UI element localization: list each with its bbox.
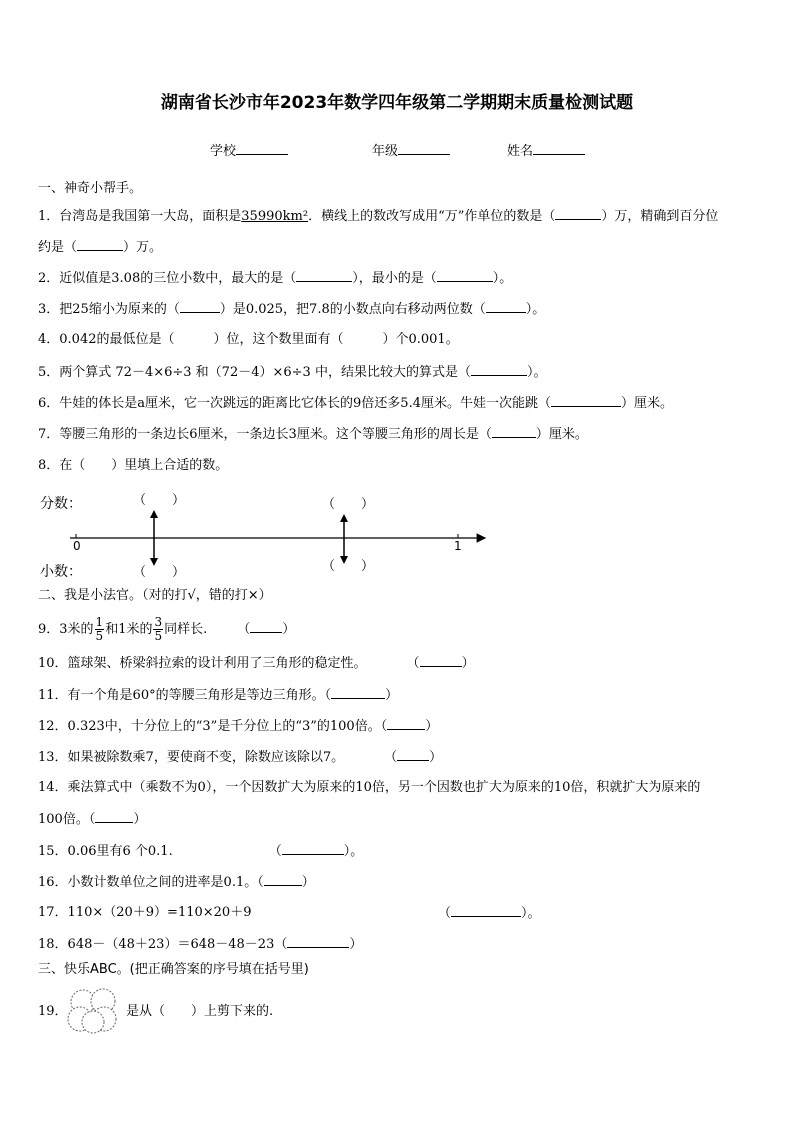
question-17-answer: （ ）。 [438, 906, 541, 921]
tick-label-zero: 0 [73, 539, 81, 553]
grade-blank[interactable] [398, 142, 450, 155]
answer-blank[interactable] [451, 904, 521, 917]
answer-blank[interactable] [471, 363, 527, 376]
underlined-number: 35990km² [241, 209, 309, 224]
question-1-cont: 约是（ ）万。 [38, 240, 163, 255]
answer-blank[interactable] [95, 810, 133, 823]
decimal-paren-1: （ ） [133, 565, 186, 580]
question-15: 15．0.06里有6 个0.1. （ ）。 [38, 844, 364, 859]
question-1: 1．台湾岛是我国第一大岛，面积是35990km²．横线上的数改写成用“万”作单位的数是（ ）万，精确到百分位 [38, 209, 719, 224]
fraction-paren-2: （ ） [322, 497, 375, 512]
section-3-heading: 三、快乐ABC。(把正确答案的序号填在括号里) [38, 962, 309, 977]
answer-blank[interactable] [437, 269, 493, 282]
decimal-paren-2: （ ） [322, 559, 375, 574]
answer-blank[interactable] [420, 654, 462, 667]
question-13: 13．如果被除数乘7，要使商不变，除数应该除以7。 （ ） [38, 750, 443, 765]
question-4: 4．0.042的最低位是（ ）位，这个数里面有（ ）个0.001。 [38, 332, 459, 347]
question-8: 8．在（ ）里填上合适的数。 [38, 458, 229, 473]
section-2-heading: 二、我是小法官。（对的打√，错的打×） [38, 588, 272, 603]
arrow-up-2 [340, 514, 348, 522]
question-6: 6．牛娃的体长是a厘米，它一次跳远的距离比它体长的9倍还多5.4厘米。牛娃一次能跳（ ）厘米。 [38, 396, 673, 411]
answer-blank[interactable] [287, 935, 349, 948]
arrow-up-1 [150, 510, 158, 518]
school-blank[interactable] [236, 142, 288, 155]
question-7: 7．等腰三角形的一条边长6厘米，一条边长3厘米。这个等腰三角形的周长是（ ）厘米。 [38, 427, 588, 442]
tick-label-one: 1 [454, 539, 462, 553]
page-title: 湖南省长沙市年2023年数学四年级第二学期期末质量检测试题 [160, 93, 634, 113]
question-12: 12．0.323中，十分位上的“3”是千分位上的“3”的100倍。（ ） [38, 719, 439, 734]
fraction-three-fifths: $\frac{3}{5}$ [154, 615, 163, 643]
question-5: 5．两个算式 72－4×6÷3 和（72－4）×6÷3 中，结果比较大的算式是（ ）。 [38, 365, 547, 380]
answer-blank[interactable] [492, 425, 536, 438]
question-17: 17．110×（20＋9）=110×20＋9 [38, 905, 252, 920]
question-19-text: 是从（ ）上剪下来的. [126, 1004, 274, 1019]
question-14-cont: 100倍。（ ） [38, 812, 147, 827]
question-9: 9．3米的 $\frac{1}{5}$ 和1米的 $\frac{3}{5}$ 同样长. （ ） [38, 615, 296, 643]
answer-blank[interactable] [331, 686, 385, 699]
answer-blank[interactable] [486, 300, 526, 313]
question-16: 16．小数计数单位之间的进率是0.1。（ ） [38, 875, 315, 890]
answer-blank[interactable] [387, 717, 425, 730]
clover-shape-image [66, 984, 122, 1038]
fraction-one-fifth: $\frac{1}{5}$ [95, 615, 104, 643]
question-2: 2．近似值是3.08的三位小数中，最大的是（ ），最小的是（ ）。 [38, 271, 513, 286]
name-blank[interactable] [533, 142, 585, 155]
question-19-number: 19． [38, 1004, 68, 1019]
question-10: 10．篮球架、桥梁斜拉索的设计利用了三角形的稳定性。 （ ） [38, 656, 475, 671]
name-field: 姓名 [507, 140, 585, 159]
answer-blank[interactable] [551, 394, 621, 407]
school-field: 学校 [210, 140, 288, 159]
number-line-figure [30, 482, 500, 582]
answer-blank[interactable] [296, 269, 352, 282]
question-11: 11．有一个角是60°的等腰三角形是等边三角形。（ ） [38, 688, 399, 703]
grade-field: 年级 [372, 140, 450, 159]
answer-blank[interactable] [397, 748, 429, 761]
question-14: 14．乘法算式中（乘数不为0），一个因数扩大为原来的10倍，另一个因数也扩大为原来的10倍，积就扩大为原来的 [38, 780, 701, 795]
answer-blank[interactable] [264, 873, 302, 886]
answer-blank[interactable] [555, 207, 601, 220]
answer-blank[interactable] [250, 620, 282, 633]
fraction-paren-1: （ ） [133, 493, 186, 508]
question-3: 3．把25缩小为原来的（ ）是0.025，把7.8的小数点向右移动两位数（ ）。 [38, 302, 546, 317]
fraction-label: 分数： [40, 496, 82, 512]
answer-blank[interactable] [282, 842, 344, 855]
question-18: 18．648－（48＋23）＝648－48－23（ ） [38, 937, 363, 952]
decimal-label: 小数： [40, 564, 82, 580]
section-1-heading: 一、神奇小帮手。 [38, 181, 143, 196]
answer-blank[interactable] [77, 238, 123, 251]
answer-blank[interactable] [180, 300, 220, 313]
